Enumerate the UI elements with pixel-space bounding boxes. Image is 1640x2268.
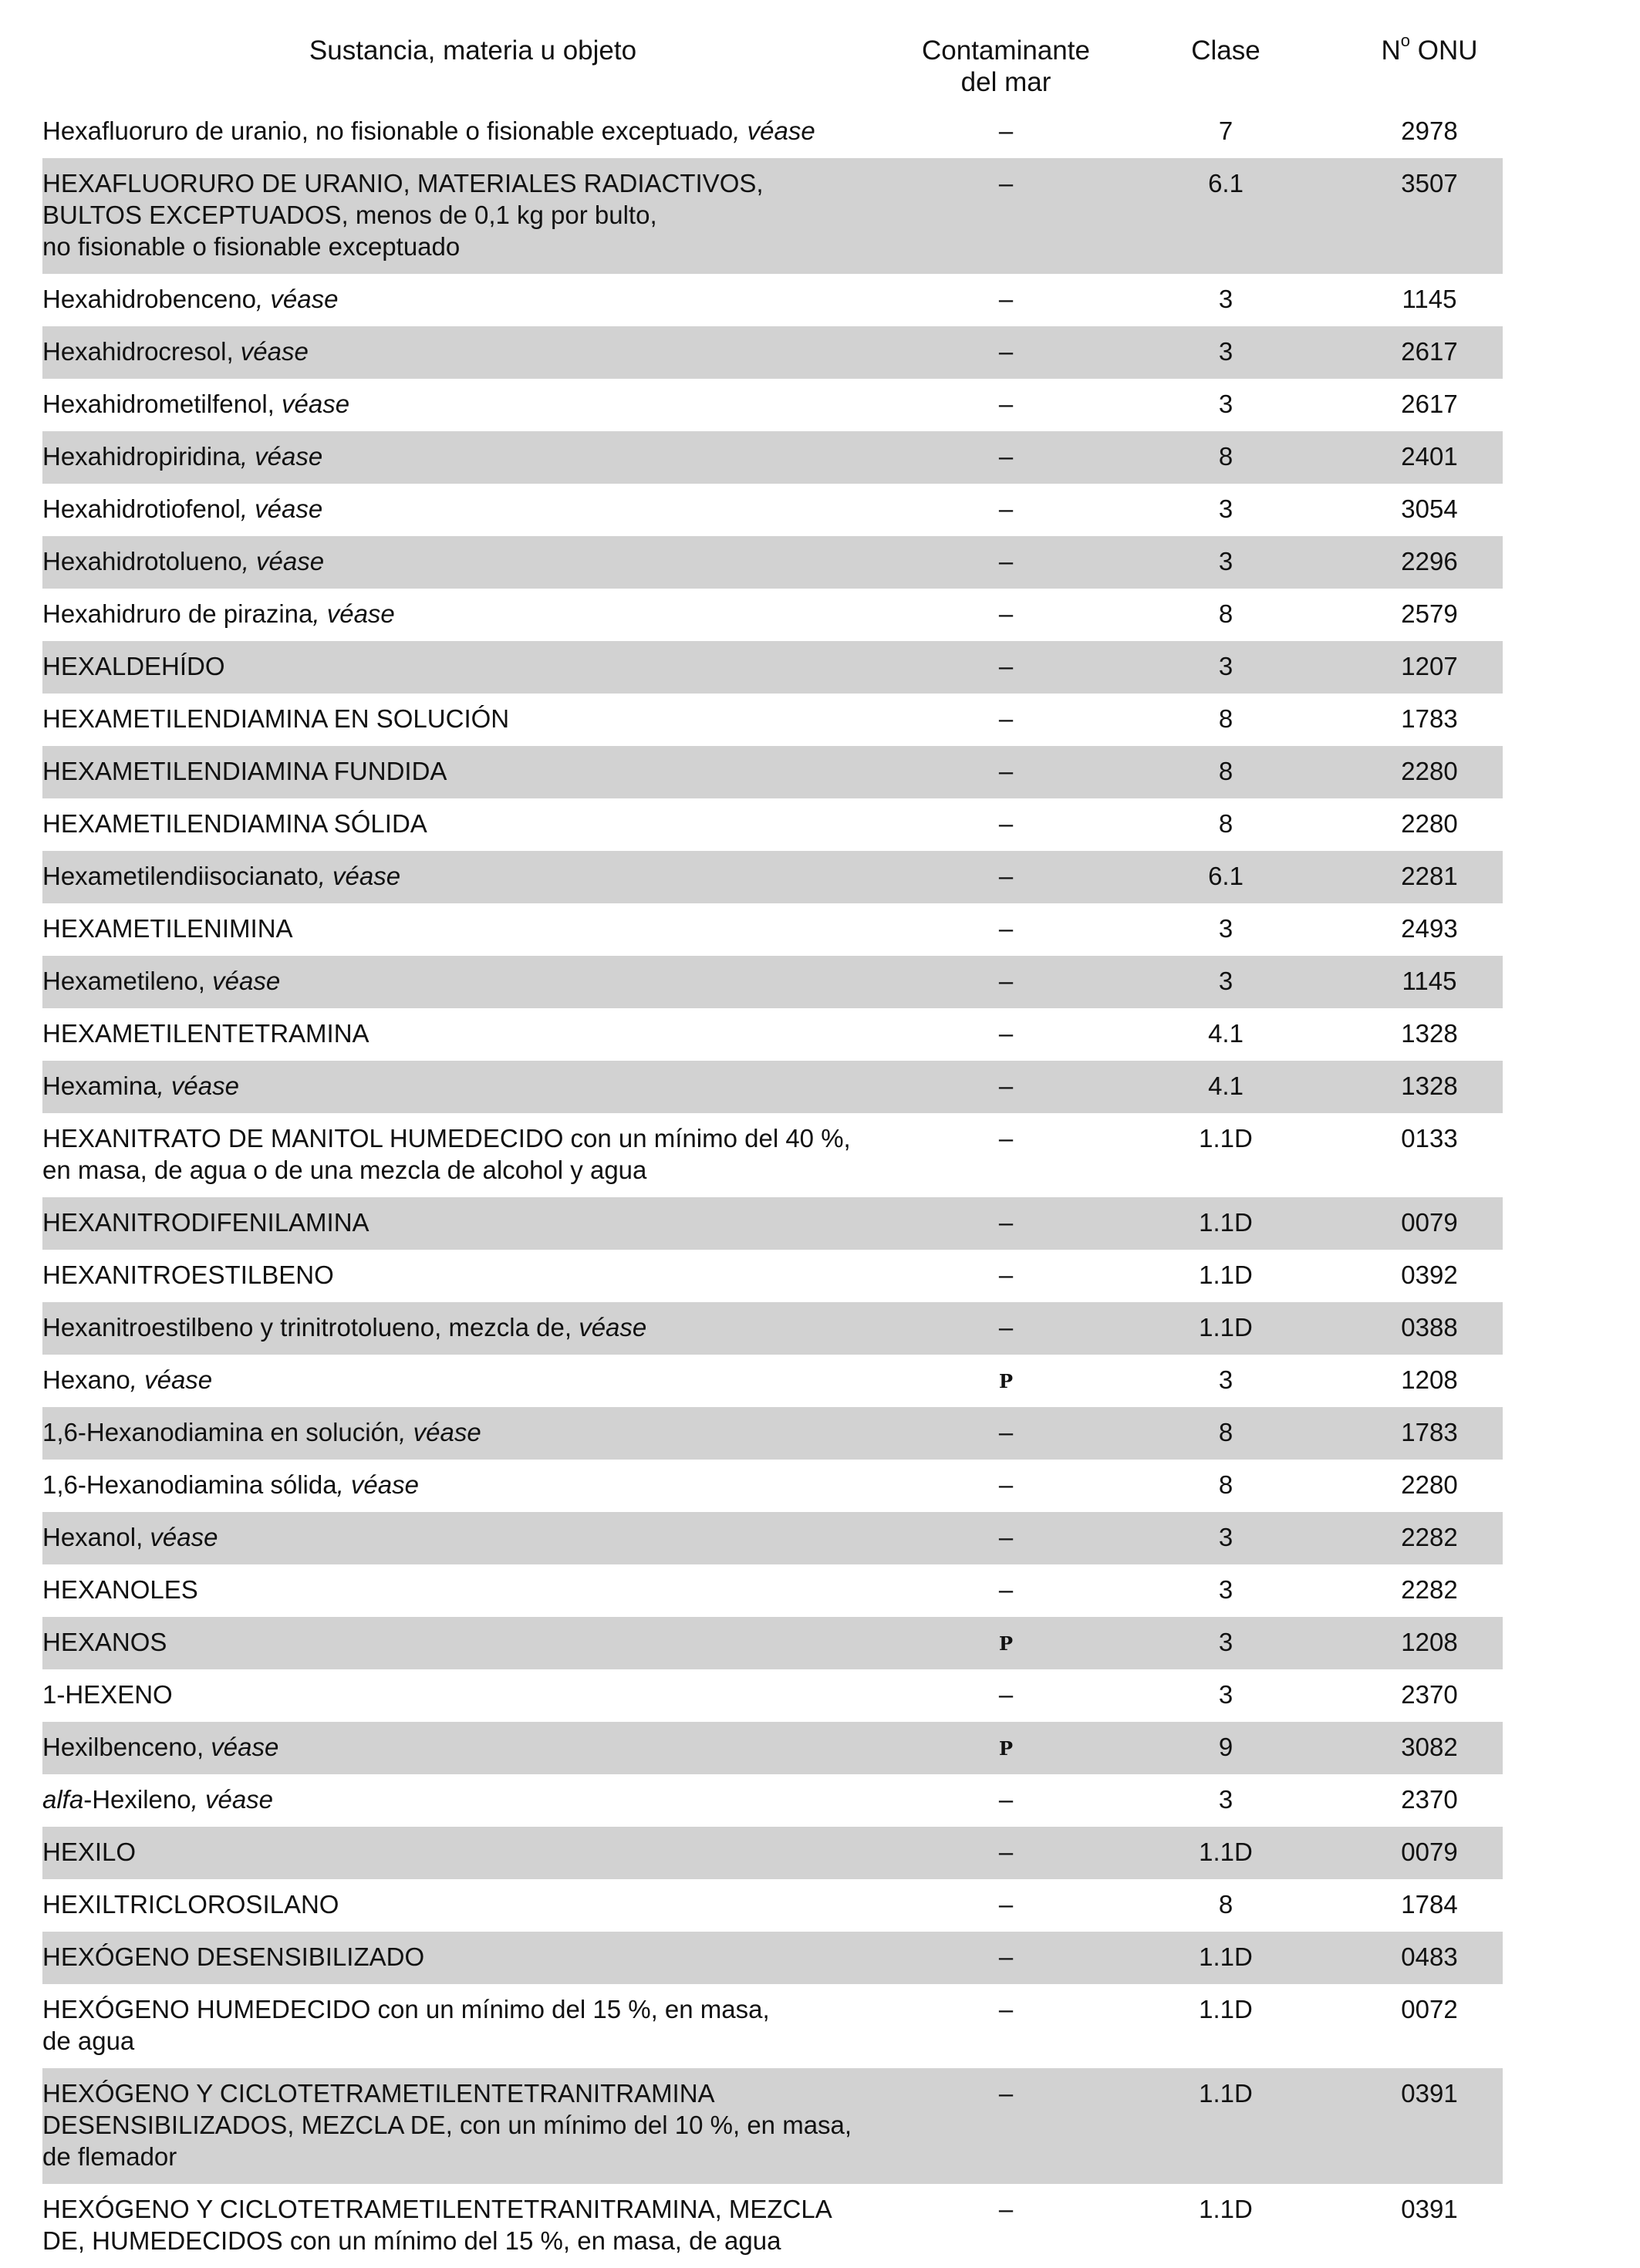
substance-name: Hexamina	[42, 1072, 157, 1100]
cell-substance	[42, 1731, 891, 1763]
substance-name: HEXAFLUORURO DE URANIO, MATERIALES RADIACTIVOS, BULTOS EXCEPTUADOS, menos de 0,1 kg por bulto, no fisionable o fisionable exceptuado	[42, 169, 764, 261]
table-row	[42, 274, 1503, 326]
cell-contaminante: –	[998, 862, 1014, 890]
cell-onu: 0392	[1401, 1261, 1458, 1289]
substance-name: Hexahidrocresol,	[42, 337, 234, 366]
table-row	[42, 484, 1503, 536]
cell-clase: 3	[1218, 1680, 1233, 1709]
substance-name: HEXAMETILENTETRAMINA	[42, 1019, 370, 1048]
table-row	[42, 1407, 1503, 1460]
table-row	[42, 2068, 1503, 2184]
cell-clase: 4.1	[1208, 1072, 1243, 1100]
cell-substance	[42, 545, 891, 577]
substance-name: HEXALDEHÍDO	[42, 652, 225, 680]
substance-name: HEXÓGENO HUMEDECIDO con un mínimo del 15 %, en masa, de agua	[42, 1995, 770, 2055]
cell-onu: 0391	[1401, 2195, 1458, 2223]
substance-see-reference: , véase	[191, 1785, 274, 1814]
substance-see-reference: , véase	[399, 1418, 481, 1446]
cell-onu: 1145	[1402, 285, 1457, 313]
substance-name: Hexahidropiridina	[42, 442, 241, 471]
cell-clase: 8	[1218, 809, 1233, 838]
substance-see-reference: , véase	[733, 116, 815, 145]
marine-pollutant-mark: P	[998, 1737, 1014, 1760]
cell-clase: 3	[1218, 914, 1233, 943]
cell-onu: 2280	[1401, 1470, 1458, 1499]
cell-contaminante: –	[998, 1838, 1014, 1866]
cell-substance	[42, 1259, 891, 1291]
cell-onu: 3507	[1401, 169, 1458, 197]
cell-substance	[42, 1070, 891, 1102]
cell-contaminante: –	[998, 2195, 1014, 2223]
substance-name: 1,6-Hexanodiamina en solución	[42, 1418, 400, 1446]
table-row	[42, 694, 1503, 746]
cell-onu: 2280	[1401, 757, 1458, 785]
table-row	[42, 536, 1503, 589]
substance-see-reference: , véase	[241, 547, 325, 575]
substance-name: Hexilbenceno,	[42, 1733, 204, 1761]
cell-clase: 8	[1218, 599, 1233, 628]
table-row	[42, 431, 1503, 484]
substance-name: HEXANOS	[42, 1628, 167, 1656]
cell-substance	[42, 1574, 891, 1605]
cell-clase: 4.1	[1208, 1019, 1243, 1048]
cell-onu: 1783	[1401, 1418, 1458, 1446]
substance-name: 1-HEXENO	[42, 1680, 173, 1709]
table-row	[42, 106, 1503, 158]
cell-onu: 2280	[1401, 809, 1458, 838]
table-row	[42, 1250, 1503, 1302]
table-row	[42, 1113, 1503, 1197]
cell-contaminante: –	[998, 1418, 1014, 1446]
cell-clase: 3	[1218, 494, 1233, 523]
substance-name: 1,6-Hexanodiamina sólida	[42, 1470, 337, 1499]
table-row	[42, 1879, 1503, 1932]
cell-substance	[42, 1993, 891, 2057]
table-row	[42, 1932, 1503, 1984]
cell-substance	[42, 1469, 891, 1500]
table-row	[42, 326, 1503, 379]
table-row	[42, 1984, 1503, 2068]
cell-substance	[42, 755, 891, 787]
cell-contaminante: –	[998, 1313, 1014, 1342]
substance-name: Hexano	[42, 1365, 130, 1394]
cell-clase: 3	[1218, 652, 1233, 680]
table-row	[42, 1722, 1503, 1774]
table-row	[42, 1827, 1503, 1879]
substance-name: Hexahidrobenceno	[42, 285, 257, 313]
cell-clase: 9	[1218, 1733, 1233, 1761]
substance-name: HEXANOLES	[42, 1575, 198, 1604]
cell-substance	[42, 1018, 891, 1049]
marine-pollutant-mark: P	[998, 1632, 1014, 1655]
cell-clase: 1.1D	[1199, 1124, 1253, 1153]
cell-contaminante: –	[998, 967, 1014, 995]
header-onu-superscript: o	[1400, 31, 1411, 51]
cell-clase: 1.1D	[1199, 1313, 1253, 1342]
cell-substance	[42, 1941, 891, 1973]
cell-contaminante: –	[998, 1942, 1014, 1971]
cell-onu: 2493	[1401, 914, 1458, 943]
cell-contaminante: –	[998, 442, 1014, 471]
substance-name: HEXÓGENO DESENSIBILIZADO	[42, 1942, 425, 1971]
cell-clase: 1.1D	[1199, 1261, 1253, 1289]
substance-name: HEXANITRATO DE MANITOL HUMEDECIDO con un mínimo del 40 %, en masa, de agua o de una mezcla de alcohol y agua	[42, 1124, 851, 1184]
cell-onu: 0391	[1401, 2079, 1458, 2108]
cell-substance	[42, 388, 891, 420]
substance-name: HEXILO	[42, 1838, 137, 1866]
cell-contaminante: –	[998, 809, 1014, 838]
table-row	[42, 1061, 1503, 1113]
cell-substance	[42, 808, 891, 839]
substance-see-reference: véase	[572, 1313, 647, 1342]
header-onu	[1328, 31, 1531, 66]
substance-table	[42, 31, 1503, 2268]
table-row	[42, 641, 1503, 694]
cell-substance	[42, 913, 891, 944]
cell-substance	[42, 1784, 891, 1815]
substance-name: HEXÓGENO Y CICLOTETRAMETILENTETRANITRAMINA DESENSIBILIZADOS, MEZCLA DE, con un mínimo del 10 %, en masa, de flemador	[42, 2079, 852, 2171]
cell-contaminante: –	[998, 1680, 1014, 1709]
cell-clase: 3	[1218, 337, 1233, 366]
cell-substance	[42, 1521, 891, 1553]
cell-clase: 3	[1218, 1628, 1233, 1656]
substance-see-reference: , véase	[157, 1072, 239, 1100]
substance-name: HEXAMETILENDIAMINA SÓLIDA	[42, 809, 427, 838]
cell-clase: 1.1D	[1199, 2195, 1253, 2223]
cell-onu: 1207	[1401, 652, 1458, 680]
cell-substance	[42, 650, 891, 682]
substance-see-reference: , véase	[318, 862, 401, 890]
header-sustancia: Sustancia, materia u objeto	[309, 35, 637, 66]
cell-contaminante: –	[998, 547, 1014, 575]
cell-onu: 0388	[1401, 1313, 1458, 1342]
cell-substance	[42, 1626, 891, 1658]
substance-see-reference: , véase	[336, 1470, 419, 1499]
cell-substance	[42, 2077, 891, 2172]
cell-substance	[42, 115, 891, 147]
cell-onu: 3082	[1401, 1733, 1458, 1761]
cell-substance	[42, 2193, 891, 2256]
substance-name: -Hexileno	[83, 1785, 191, 1814]
substance-name: HEXANITRODIFENILAMINA	[42, 1208, 370, 1237]
cell-onu: 1783	[1401, 704, 1458, 733]
cell-onu: 2978	[1401, 116, 1458, 145]
table-row	[42, 1512, 1503, 1564]
cell-onu: 3054	[1401, 494, 1458, 523]
table-row	[42, 379, 1503, 431]
substance-name: HEXANITROESTILBENO	[42, 1261, 334, 1289]
substance-name: HEXILTRICLOROSILANO	[42, 1890, 339, 1919]
cell-clase: 7	[1218, 116, 1233, 145]
cell-substance	[42, 965, 891, 997]
cell-contaminante: –	[998, 390, 1014, 418]
substance-name: Hexametileno,	[42, 967, 205, 995]
cell-onu: 2579	[1401, 599, 1458, 628]
cell-onu: 0072	[1401, 1995, 1458, 2023]
cell-substance	[42, 1679, 891, 1710]
cell-contaminante: –	[998, 1470, 1014, 1499]
substance-name: HEXAMETILENDIAMINA FUNDIDA	[42, 757, 447, 785]
cell-contaminante: –	[998, 494, 1014, 523]
cell-clase: 6.1	[1208, 862, 1243, 890]
substance-name: Hexanol,	[42, 1523, 143, 1551]
substance-see-reference: , véase	[240, 442, 323, 471]
cell-onu: 2370	[1401, 1785, 1458, 1814]
cell-substance	[42, 1364, 891, 1396]
cell-contaminante: –	[998, 652, 1014, 680]
substance-see-reference: véase	[274, 390, 350, 418]
cell-onu: 1208	[1401, 1365, 1458, 1394]
cell-contaminante: –	[998, 169, 1014, 197]
cell-clase: 8	[1218, 1890, 1233, 1919]
cell-onu: 2281	[1401, 862, 1458, 890]
cell-contaminante: –	[998, 1575, 1014, 1604]
cell-clase: 3	[1218, 1365, 1233, 1394]
header-onu-suffix: ONU	[1410, 35, 1478, 66]
table-row	[42, 903, 1503, 956]
cell-onu: 2617	[1401, 390, 1458, 418]
cell-clase: 3	[1218, 390, 1233, 418]
substance-see-reference: , véase	[256, 285, 339, 313]
cell-contaminante: –	[998, 704, 1014, 733]
substance-see-reference: , véase	[240, 494, 323, 523]
cell-clase: 3	[1218, 967, 1233, 995]
cell-substance	[42, 167, 891, 262]
cell-clase: 3	[1218, 1785, 1233, 1814]
cell-onu: 0079	[1401, 1208, 1458, 1237]
table-row	[42, 589, 1503, 641]
cell-onu: 1208	[1401, 1628, 1458, 1656]
substance-see-reference: véase	[233, 337, 309, 366]
cell-contaminante: –	[998, 914, 1014, 943]
table-row	[42, 1617, 1503, 1669]
cell-clase: 3	[1218, 547, 1233, 575]
table-row	[42, 851, 1503, 903]
table-row	[42, 1302, 1503, 1355]
table-row	[42, 1355, 1503, 1407]
cell-contaminante: –	[998, 757, 1014, 785]
cell-clase: 8	[1218, 704, 1233, 733]
cell-contaminante: –	[998, 2079, 1014, 2108]
cell-onu: 1784	[1401, 1890, 1458, 1919]
cell-contaminante: –	[998, 1523, 1014, 1551]
cell-onu: 0079	[1401, 1838, 1458, 1866]
table-row	[42, 1008, 1503, 1061]
cell-substance	[42, 703, 891, 734]
cell-contaminante: –	[998, 1785, 1014, 1814]
cell-onu: 2282	[1401, 1575, 1458, 1604]
table-row	[42, 1197, 1503, 1250]
table-header	[42, 31, 1503, 106]
cell-onu: 1328	[1401, 1019, 1458, 1048]
cell-clase: 8	[1218, 757, 1233, 785]
cell-clase: 1.1D	[1199, 2079, 1253, 2108]
cell-clase: 6.1	[1208, 169, 1243, 197]
cell-contaminante: –	[998, 337, 1014, 366]
substance-name: Hexafluoruro de uranio, no fisionable o fisionable exceptuado	[42, 116, 734, 145]
cell-onu: 2296	[1401, 547, 1458, 575]
cell-contaminante: –	[998, 285, 1014, 313]
cell-substance	[42, 1416, 891, 1448]
table-row	[42, 158, 1503, 274]
cell-substance	[42, 440, 891, 472]
table-body	[42, 106, 1503, 2268]
table-row	[42, 1460, 1503, 1512]
substance-name: Hexanitroestilbeno y trinitrotolueno, mezcla de,	[42, 1313, 572, 1342]
table-row	[42, 1774, 1503, 1827]
substance-name: Hexahidruro de pirazina	[42, 599, 313, 628]
substance-see-reference: véase	[143, 1523, 218, 1551]
cell-contaminante: –	[998, 1890, 1014, 1919]
cell-substance	[42, 860, 891, 892]
table-row	[42, 746, 1503, 798]
cell-contaminante: –	[998, 1072, 1014, 1100]
substance-name: Hexahidrotiofenol	[42, 494, 241, 523]
cell-clase: 1.1D	[1199, 1208, 1253, 1237]
substance-name: Hexahidrometilfenol,	[42, 390, 275, 418]
cell-contaminante: –	[998, 1124, 1014, 1153]
cell-contaminante: –	[998, 1261, 1014, 1289]
table-row	[42, 956, 1503, 1008]
substance-prefix: alfa	[42, 1785, 84, 1814]
cell-substance	[42, 1836, 891, 1868]
cell-clase: 3	[1218, 285, 1233, 313]
substance-name: Hexametilendiisocianato	[42, 862, 319, 890]
cell-contaminante: –	[998, 1995, 1014, 2023]
cell-substance	[42, 1888, 891, 1920]
cell-onu: 0133	[1401, 1124, 1458, 1153]
cell-clase: 8	[1218, 442, 1233, 471]
substance-see-reference: , véase	[130, 1365, 213, 1394]
cell-contaminante: –	[998, 1019, 1014, 1048]
cell-onu: 1328	[1401, 1072, 1458, 1100]
cell-contaminante: –	[998, 1208, 1014, 1237]
cell-substance	[42, 336, 891, 367]
cell-substance	[42, 283, 891, 315]
cell-substance	[42, 1311, 891, 1343]
cell-substance	[42, 598, 891, 629]
substance-see-reference: véase	[204, 1733, 279, 1761]
substance-see-reference: véase	[204, 967, 281, 995]
table-row	[42, 2184, 1503, 2268]
header-contaminante: Contaminante del mar	[922, 35, 1090, 97]
cell-contaminante: –	[998, 116, 1014, 145]
cell-clase: 1.1D	[1199, 1838, 1253, 1866]
marine-pollutant-mark: P	[998, 1370, 1014, 1392]
substance-name: HEXAMETILENIMINA	[42, 914, 293, 943]
cell-clase: 3	[1218, 1575, 1233, 1604]
cell-onu: 2401	[1401, 442, 1458, 471]
table-row	[42, 1564, 1503, 1617]
cell-clase: 1.1D	[1199, 1942, 1253, 1971]
substance-see-reference: , véase	[312, 599, 395, 628]
cell-onu: 1145	[1402, 967, 1457, 995]
substance-name: HEXAMETILENDIAMINA EN SOLUCIÓN	[42, 704, 510, 733]
substance-name: HEXÓGENO Y CICLOTETRAMETILENTETRANITRAMINA, MEZCLA DE, HUMEDECIDOS con un mínimo del 15 %, en masa, de agua	[42, 2195, 832, 2255]
table-row	[42, 798, 1503, 851]
header-onu-prefix: N	[1381, 35, 1401, 66]
cell-clase: 8	[1218, 1418, 1233, 1446]
cell-onu: 0483	[1401, 1942, 1458, 1971]
header-clase: Clase	[1191, 35, 1260, 66]
cell-onu: 2282	[1401, 1523, 1458, 1551]
cell-clase: 1.1D	[1199, 1995, 1253, 2023]
cell-onu: 2617	[1401, 337, 1458, 366]
cell-substance	[42, 1122, 891, 1186]
cell-substance	[42, 1207, 891, 1238]
cell-clase: 8	[1218, 1470, 1233, 1499]
cell-onu: 2370	[1401, 1680, 1458, 1709]
substance-name: Hexahidrotolueno	[42, 547, 242, 575]
table-row	[42, 1669, 1503, 1722]
cell-substance	[42, 493, 891, 525]
cell-clase: 3	[1218, 1523, 1233, 1551]
cell-contaminante: –	[998, 599, 1014, 628]
